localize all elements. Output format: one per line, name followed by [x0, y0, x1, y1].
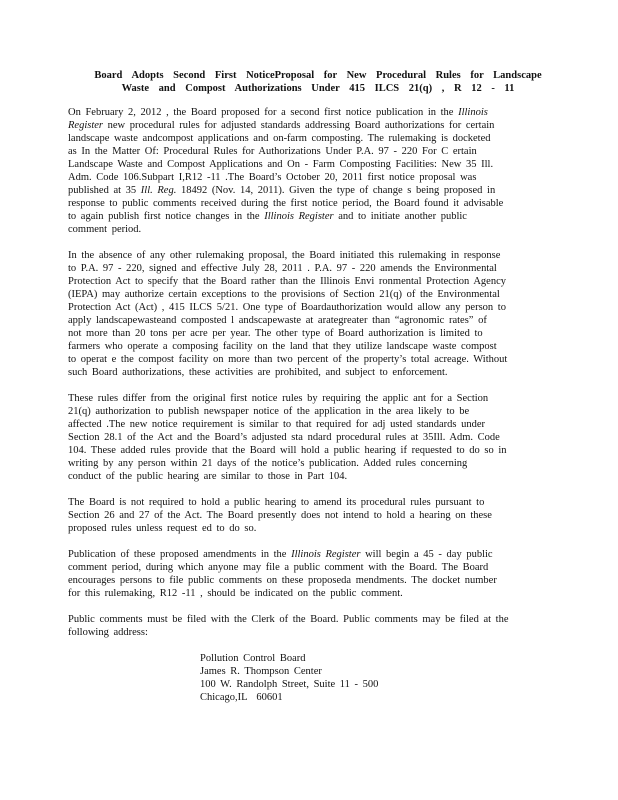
text-line: Public comments must be filed with the Clerk of the Board. Public comments may be filed at the [68, 614, 509, 625]
text-line: comment period, during which anyone may file a public comment with the Board. The Board [68, 562, 489, 573]
title-line-2: Waste and Compost Authorizations Under 415 ILCS 21(q) , R 12 - 11 [121, 83, 515, 94]
address-line: 100 W. Randolph Street, Suite 11 - 500 [200, 679, 379, 690]
text-line: following address: [68, 627, 148, 638]
text-line: to operat e the compost facility on more than two percent of the property’s total acreage. Without [68, 354, 508, 365]
document-title [68, 69, 568, 95]
text-line: Section 28.1 of the Act and the Board’s adjusted sta ndard procedural rules at 35Ill. Adm. Code [68, 432, 500, 443]
text-line: proposed rules unless request ed to do so. [68, 523, 257, 534]
text-line: The Board is not required to hold a public hearing to amend its procedural rules pursuant to [68, 497, 485, 508]
text-line: landscape waste andcompost applications and on-farm composting. The rulemaking is docketed [68, 133, 491, 144]
text-line: On February 2, 2012 , the Board proposed for a second first notice publication in the Illinois [68, 107, 488, 118]
text-line: response to public comments received during the first notice period, the Board found it advisable [68, 198, 504, 209]
text-line: writing by any person within 21 days of the notice’s publication. Added rules concerning [68, 458, 468, 469]
text-line: for this rulemaking, R12 -11 , should be indicated on the public comment. [68, 588, 403, 599]
paragraph-3 [68, 392, 568, 483]
text-line: Register new procedural rules for adjusted standards addressing Board authorizations for certain [68, 120, 495, 131]
paragraph-2 [68, 249, 568, 379]
text-line: 104. These added rules provide that the Board will hold a public hearing if requested to do so in [68, 445, 507, 456]
text-line: farmers who operate a composing facility on the land that they utilize landscape waste compost [68, 341, 497, 352]
address-line: Chicago,IL 60601 [200, 692, 283, 703]
address-line: James R. Thompson Center [200, 666, 322, 677]
text-line: encourages persons to file public comments on these proposeda mendments. The docket number [68, 575, 497, 586]
document-body [68, 106, 568, 704]
text-line: Landscape Waste and Compost Applications and On - Farm Composting Facilities: New 35 Ill. [68, 159, 494, 170]
text-line: These rules differ from the original first notice rules by requiring the applic ant for a Section [68, 393, 489, 404]
text-line: In the absence of any other rulemaking proposal, the Board initiated this rulemaking in response [68, 250, 501, 261]
text-line: Protection Act to specify that the Board rather than the Illinois Envi ronmental Protection Agency [68, 276, 506, 287]
text-line: apply landscapewasteand composted l andscapewaste at arategreater than “agronomic rates” of [68, 315, 487, 326]
filing-address-block [200, 652, 568, 704]
text-line: published at 35 Ill. Reg. 18492 (Nov. 14, 2011). Given the type of change s being proposed in [68, 185, 496, 196]
text-line: (IEPA) may authorize certain exceptions to the provisions of Section 21(q) of the Environmental [68, 289, 500, 300]
address-line: Pollution Control Board [200, 653, 306, 664]
title-line-1: Board Adopts Second First NoticeProposal for New Procedural Rules for Landscape [94, 70, 542, 81]
text-line: affected .The new notice requirement is similar to that required for adj usted standards under [68, 419, 486, 430]
text-line: Publication of these proposed amendments in the Illinois Register will begin a 45 - day public [68, 549, 493, 560]
text-line: Protection Act (Act) , 415 ILCS 5/21. One type of Boardauthorization would allow any person to [68, 302, 506, 313]
text-line: not more than 20 tons per acre per year. The other type of Board authorization is limited to [68, 328, 483, 339]
paragraph-5 [68, 548, 568, 600]
text-line: to P.A. 97 - 220, signed and effective July 28, 2011 . P.A. 97 - 220 amends the Environmental [68, 263, 497, 274]
paragraph-1 [68, 106, 568, 236]
paragraph-4 [68, 496, 568, 535]
text-line: to again publish first notice changes in the Illinois Register and to initiate another public [68, 211, 467, 222]
text-line: as In the Matter Of: Procedural Rules for Authorizations Under P.A. 97 - 220 For C ertain [68, 146, 477, 157]
text-line: such Board authorizations, these activities are prohibited, and subject to enforcement. [68, 367, 448, 378]
text-line: Section 26 and 27 of the Act. The Board presently does not intend to hold a hearing on these [68, 510, 492, 521]
text-line: Adm. Code 106.Subpart I,R12 -11 .The Board’s October 20, 2011 first notice proposal was [68, 172, 477, 183]
text-line: conduct of the public hearing are similar to those in Part 104. [68, 471, 348, 482]
text-line: comment period. [68, 224, 142, 235]
paragraph-6 [68, 613, 568, 639]
text-line: 21(q) authorization to publish newspaper notice of the application in the area likely to be [68, 406, 470, 417]
